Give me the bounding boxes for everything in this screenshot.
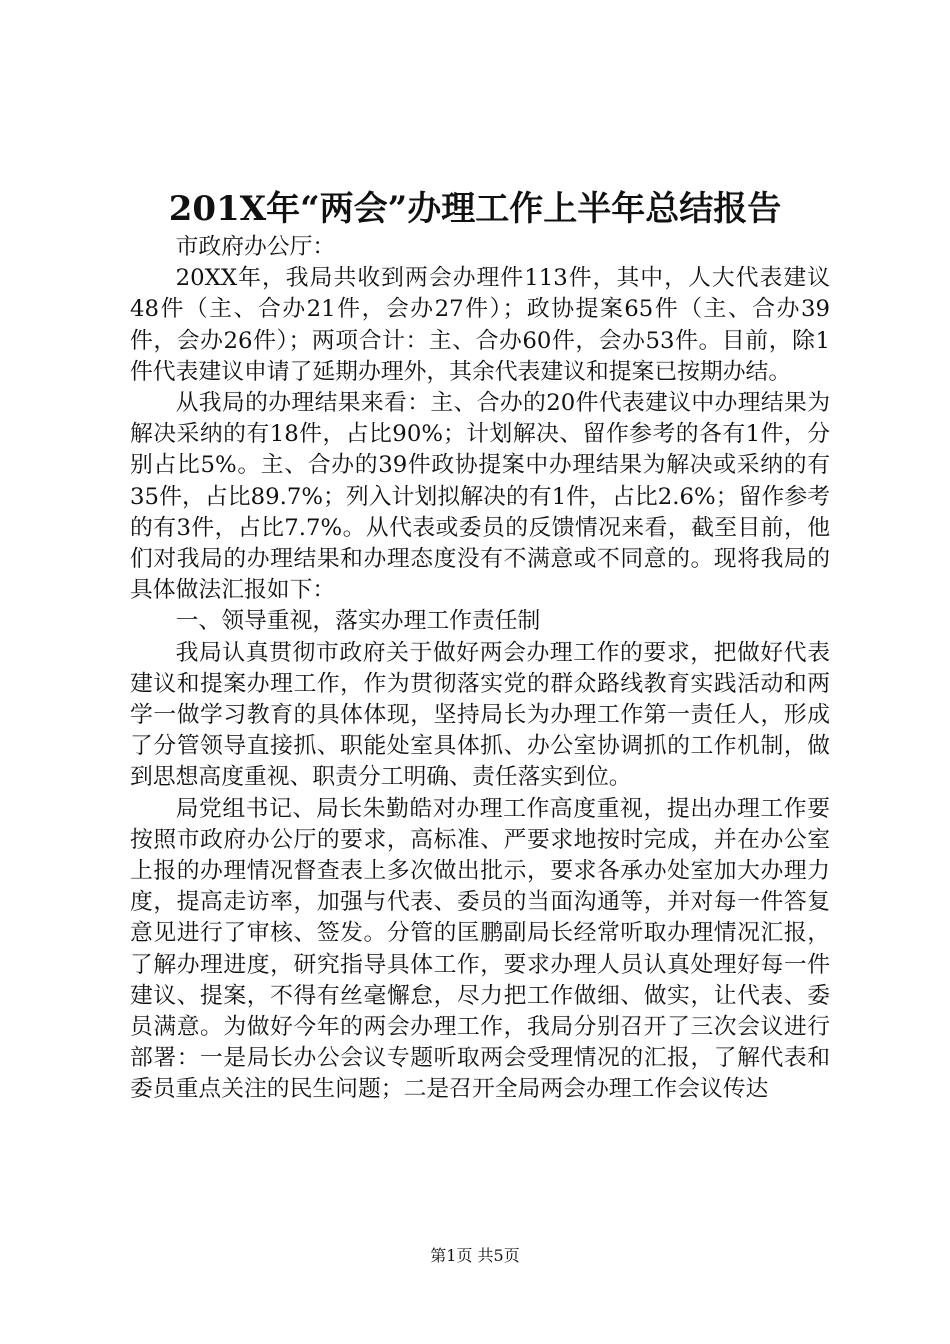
paragraph-summary: 20XX年，我局共收到两会办理件113件，其中，人大代表建议48件（主、合办21件，会办27件）；政协提案65件（主、合办39件，会办26件）；两项合计：主、合办60件，会办53件。目前，除1件代表建议申请了延期办理外，其余代表建议和提案已按期办结。 [130,265,830,385]
salutation: 市政府办公厅： [175,234,336,260]
document-title: 201X年“两会”办理工作上半年总结报告 [168,189,782,229]
section-heading-1: 一、领导重视，落实办理工作责任制 [175,608,541,635]
page-number-footer: 第1页 共5页 [430,1246,520,1265]
paragraph-director: 局党组书记、局长朱勤皓对办理工作高度重视，提出办理工作要按照市政府办公厅的要求，高标准、严要求地按时完成，并在办公室上报的办理情况督查表上多次做出批示，要求各承办处室加大办理力度，提高走访率，加强与代表、委员的当面沟通等，并对每一件答复意见进行了审核、签发。分管的匡鹏副局长经常听取办理情况汇报，了解办理进度，研究指导具体工作，要求办理人员认真处理好每一件建议、提案，不得有丝毫懈怠，尽力把工作做细、做实，让代表、委员满意。为做好今年的两会办理工作，我局分别召开了三次会议进行部署：一是局长办公会议专题听取两会受理情况的汇报，了解代表和委员重点关注的民生问题；二是召开全局两会办理工作会议传达 [130,795,830,1103]
paragraph-results: 从我局的办理结果来看：主、合办的20件代表建议中办理结果为解决采纳的有18件，占比90%；计划解决、留作参考的各有1件，分别占比5%。主、合办的39件政协提案中办理结果为解决或采纳的有35件，占比89.7%；列入计划拟解决的有1件，占比2.6%；留作参考的有3件，占比7.7%。从代表或委员的反馈情况来看，截至目前，他们对我局的办理结果和办理态度没有不满意或不同意的。现将我局的具体做法汇报如下： [130,390,830,604]
document-body [130,232,830,1106]
paragraph-leadership: 我局认真贯彻市政府关于做好两会办理工作的要求，把做好代表建议和提案办理工作，作为贯彻落实党的群众路线教育实践活动和两学一做学习教育的具体体现，坚持局长为办理工作第一责任人，形成了分管领导直接抓、职能处室具体抓、办公室协调抓的工作机制，做到思想高度重视、职责分工明确、责任落实到位。 [130,639,830,791]
